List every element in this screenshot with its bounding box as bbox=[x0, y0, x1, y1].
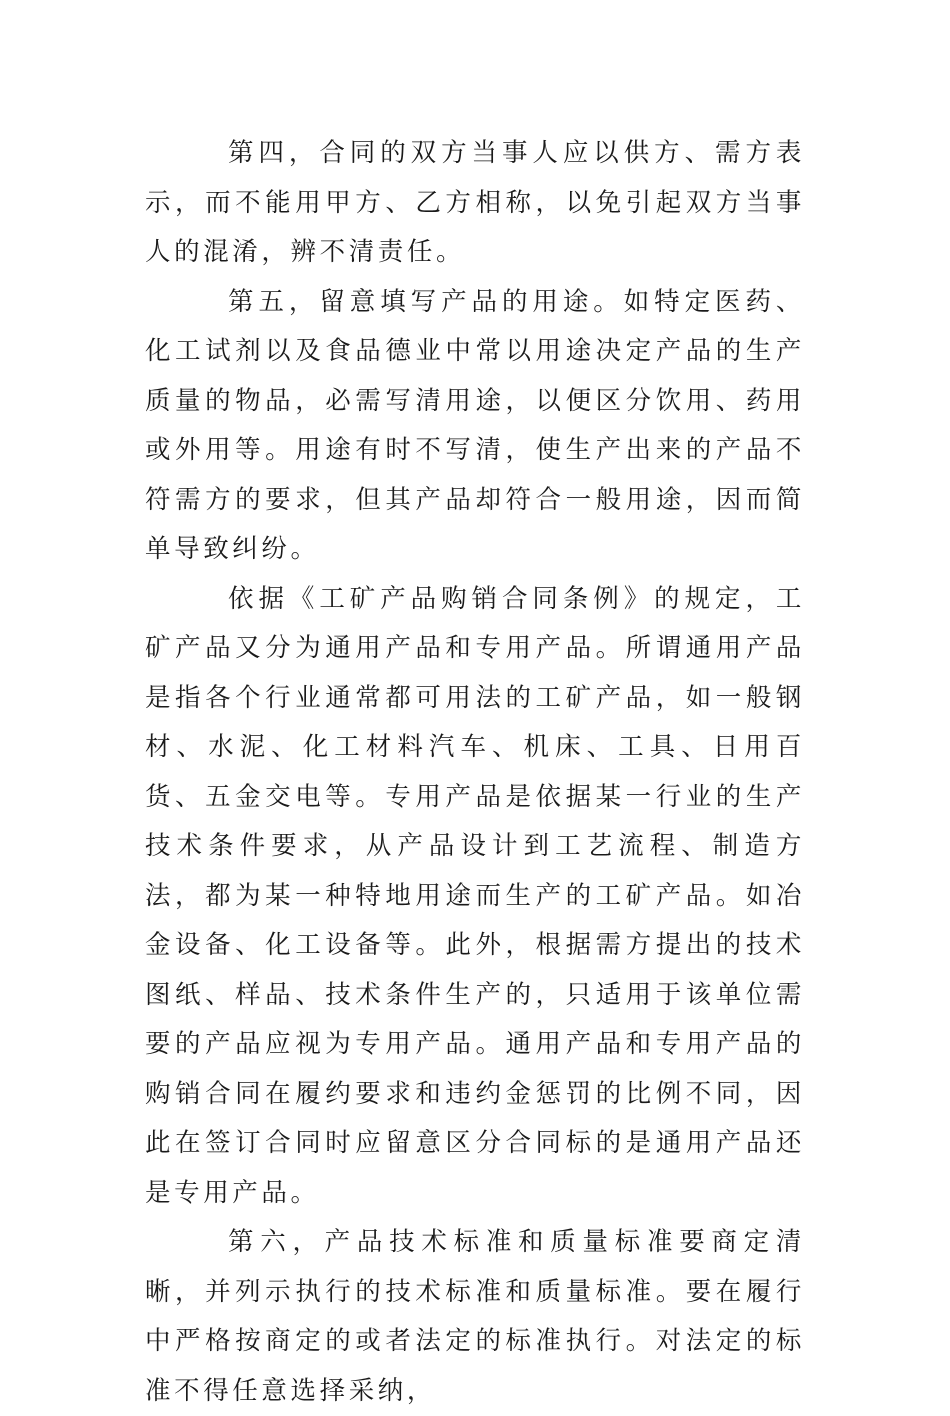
paragraph-article-six: 第六，产品技术标准和质量标准要商定清晰，并列示执行的技术标准和质量标准。要在履行中严格按商定的或者法定的标准执行。对法定的标准不得任意选择采纳， bbox=[145, 1227, 805, 1406]
document-body bbox=[145, 129, 805, 1416]
paragraph-product-types: 依据《工矿产品购销合同条例》的规定，工矿产品又分为通用产品和专用产品。所谓通用产品是指各个行业通常都可用法的工矿产品，如一般钢材、水泥、化工材料汽车、机床、工具、日用百货、五金交电等。专用产品是依据某一行业的生产技术条件要求，从产品设计到工艺流程、制造方法，都为某一种特地用途而生产的工矿产品。如冶金设备、化工设备等。此外，根据需方提出的技术图纸、样品、技术条件生产的，只适用于该单位需要的产品应视为专用产品。通用产品和专用产品的购销合同在履约要求和违约金惩罚的比例不同，因此在签订合同时应留意区分合同标的是通用产品还是专用产品。 bbox=[145, 583, 805, 1208]
paragraph-article-five: 第五，留意填写产品的用途。如特定医药、化工试剂以及食品德业中常以用途决定产品的生产质量的物品，必需写清用途，以便区分饮用、药用或外用等。用途有时不写清，使生产出来的产品不符需方的要求，但其产品却符合一般用途，因而简单导致纠纷。 bbox=[145, 286, 805, 564]
paragraph-article-four: 第四，合同的双方当事人应以供方、需方表示，而不能用甲方、乙方相称，以免引起双方当事人的混淆，辨不清责任。 bbox=[145, 138, 805, 267]
